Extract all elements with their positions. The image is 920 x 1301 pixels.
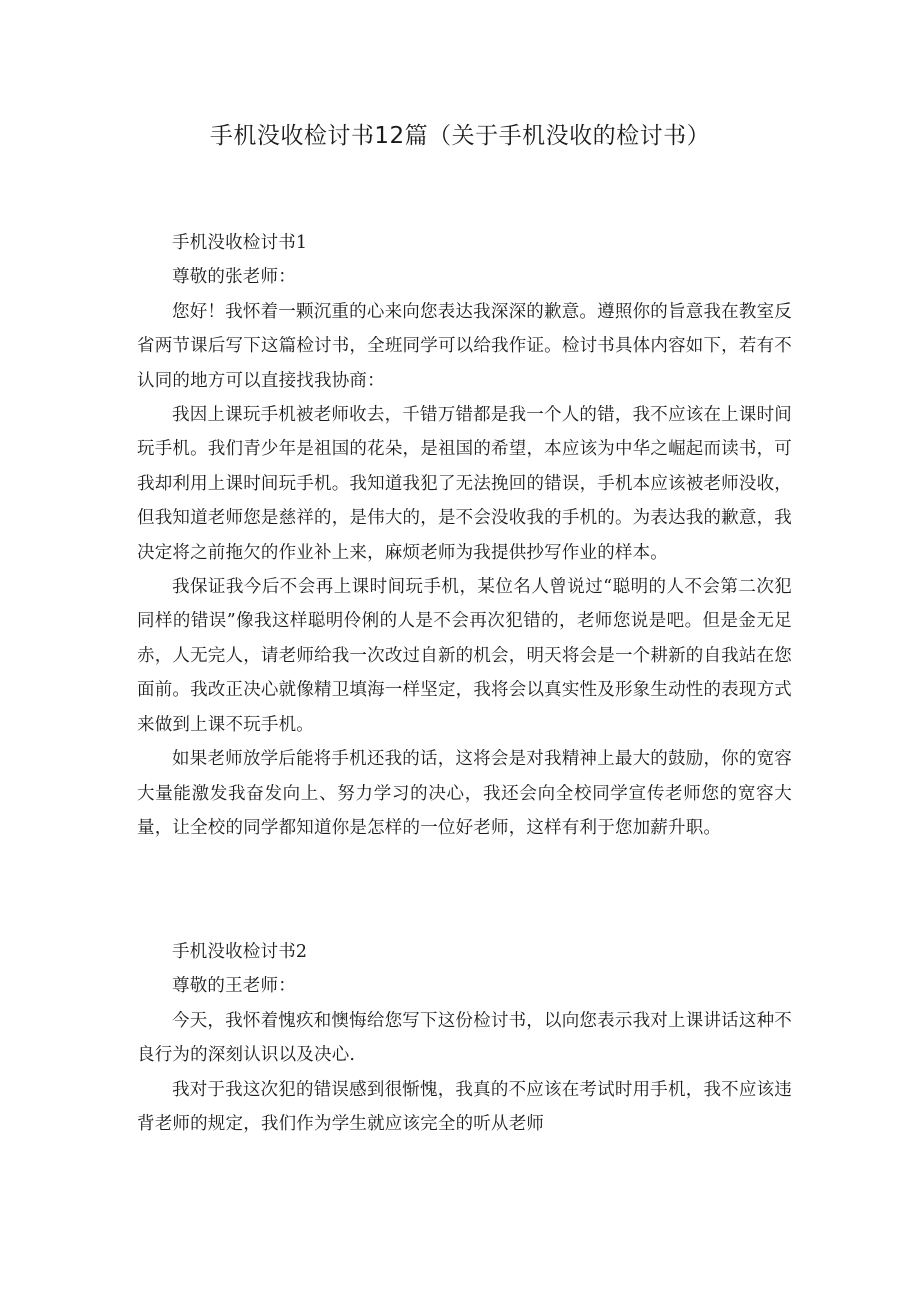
section-1 — [137, 226, 792, 845]
paragraph: 今天，我怀着愧疚和懊悔给您写下这份检讨书，以向您表示我对上课讲话这种不良行为的深刻认识以及决心. — [137, 1010, 792, 1066]
paragraph: 您好！我怀着一颗沉重的心来向您表达我深深的歉意。遵照你的旨意我在教室反省两节课后写下这篇检讨书，全班同学可以给我作证。检讨书具体内容如下，若有不认同的地方可以直接找我协商： — [137, 301, 792, 391]
section-heading: 手机没收检讨书2 — [172, 942, 308, 962]
paragraph: 我对于我这次犯的错误感到很惭愧，我真的不应该在考试时用手机，我不应该违背老师的规定，我们作为学生就应该完全的听从老师 — [137, 1079, 792, 1135]
section-2 — [137, 935, 792, 1141]
salutation: 尊敬的张老师： — [172, 267, 296, 288]
salutation: 尊敬的王老师： — [172, 976, 296, 997]
paragraph: 如果老师放学后能将手机还我的话，这将会是对我精神上最大的鼓励，你的宽容大量能激发我奋发向上、努力学习的决心，我还会向全校同学宣传老师您的宽容大量，让全校的同学都知道你是怎样的一位好老师，这样有利于您加薪升职。 — [137, 749, 792, 838]
paragraph: 我保证我今后不会再上课时间玩手机，某位名人曾说过“聪明的人不会第二次犯同样的错误”像我这样聪明伶俐的人是不会再次犯错的，老师您说是吧。但是金无足赤，人无完人，请老师给我一次改过自新的机会，明天将会是一个耕新的自我站在您面前。我改正决心就像精卫填海一样坚定，我将会以真实性及形象生动性的表现方式来做到上课不玩手机。 — [137, 577, 792, 735]
document-title: 手机没收检讨书12篇（关于手机没收的检讨书） — [209, 123, 711, 149]
section-heading: 手机没收检讨书1 — [172, 233, 308, 253]
paragraph: 我因上课玩手机被老师收去，千错万错都是我一个人的错，我不应该在上课时间玩手机。我们青少年是祖国的花朵，是祖国的希望，本应该为中华之崛起而读书，可我却利用上课时间玩手机。我知道我犯了无法挽回的错误，手机本应该被老师没收，但我知道老师您是慈祥的，是伟大的，是不会没收我的手机的。为表达我的歉意，我决定将之前拖欠的作业补上来，麻烦老师为我提供抄写作业的样本。 — [137, 405, 792, 563]
